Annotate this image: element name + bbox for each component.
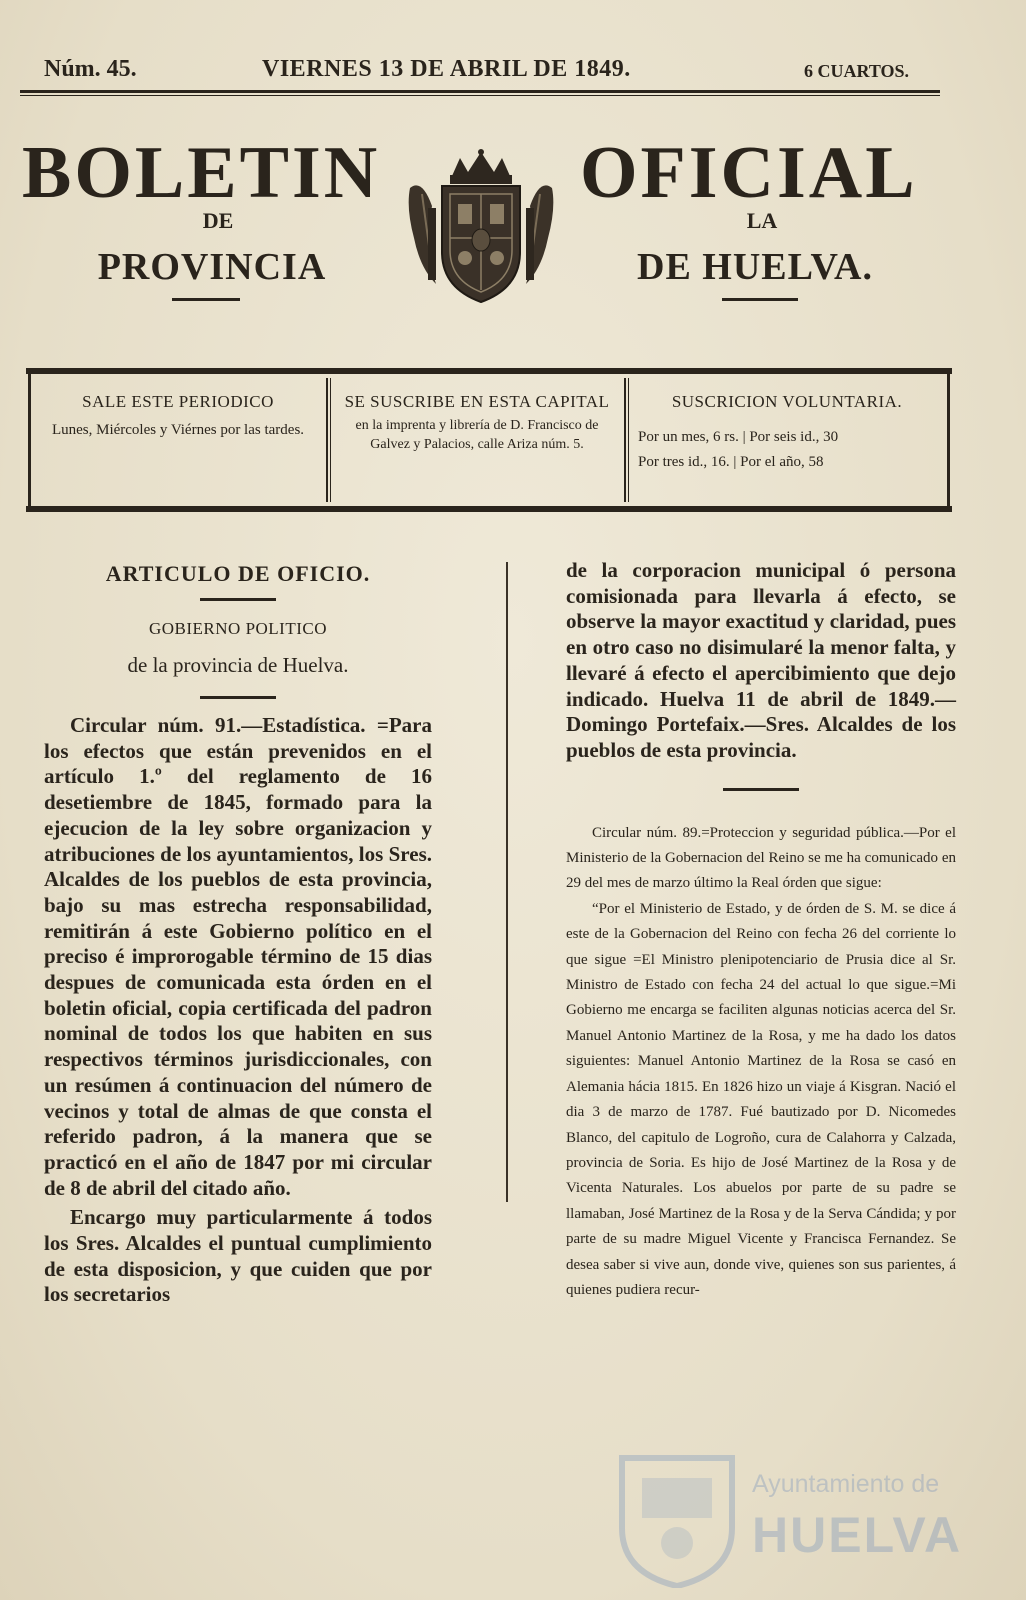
gobierno-politico-heading: GOBIERNO POLITICO: [148, 619, 328, 638]
masthead-word-right: OFICIAL: [580, 132, 918, 214]
info-box-subscription-place-heading: SE SUSCRIBE EN ESTA CAPITAL: [344, 392, 610, 411]
provincia-heading: de la provincia de Huelva.: [127, 653, 349, 677]
issue-price: 6 CUARTOS.: [804, 61, 910, 81]
masthead-word-left: BOLETIN: [22, 132, 381, 214]
info-box-subscription-rates: [630, 376, 944, 500]
masthead-sub-la: LA: [746, 208, 778, 233]
circular-91-continuation: de la corporacion municipal ó persona comisionada para llevarla á efecto, se observe la mayor exactitud y claridad, pues en otro caso no disimularé la menor falta, y llevaré á efecto el apercibimiento que dejo indicado. Huelva 11 de abril de 1849.—Domingo Portefaix.—Sres. Alcaldes de los pueblos de esta provincia.: [566, 558, 956, 762]
issue-date: VIERNES 13 DE ABRIL DE 1849.: [262, 56, 631, 82]
info-box-rates-line-2: Por tres id., 16. | Por el año, 58: [638, 454, 824, 470]
masthead-provincia: PROVINCIA: [97, 246, 327, 288]
circular-91-paragraph: Circular núm. 91.—Estadística. =Para los efectos que están prevenidos en el artículo 1.º del reglamento de 16 desetiembre de 1845, formado para la ejecucion de la ley sobre organizacion y atribuciones de los ayuntamientos, los Sres. Alcaldes de los pueblos de esta provincia, bajo su mas estrecha responsabilidad, remitirán á este Gobierno político en el preciso é improrogable término de 15 dias despues de comunicada esta órden en el boletin oficial, copia certificada del padron nominal de todos los que habiten en sus respectivos términos jurisdiccionales, con un resúmen á continuacion del número de vecinos y total de almas de que consta el referido padron, á la manera que se practicó en el año de 1847 por mi circular de 8 de abril del citado año.: [44, 713, 432, 1200]
circular-divider: [723, 788, 799, 791]
info-box-schedule: [32, 376, 324, 500]
info-box-subscription-place-text: en la imprenta y librería de D. Francisco de Galvez y Palacios, calle Ariza núm. 5.: [355, 418, 599, 452]
watermark-line-2: HUELVA: [752, 1507, 963, 1563]
top-rule: [20, 90, 940, 93]
issue-line: [44, 56, 918, 86]
info-box-schedule-heading: SALE ESTE PERIODICO: [82, 392, 274, 411]
info-box-rates-line-1: Por un mes, 6 rs. | Por seis id., 30: [638, 429, 839, 445]
huelva-shield-icon: [612, 1448, 742, 1588]
info-box-frame: [26, 368, 952, 520]
column-separator: [506, 562, 508, 1202]
masthead-underline-left: [172, 298, 240, 301]
section-divider: [200, 598, 276, 601]
ayuntamiento-watermark: [612, 1448, 963, 1588]
real-orden-quote: “Por el Ministerio de Estado, y de órden de S. M. se dice á este de la Gobernacion del Reino con fecha 26 del corriente lo que sigue =El Ministro plenipotenciario de Prusia dice al Sr. Ministro de Estado con fecha 24 del actual lo que sigue.=Mi Gobierno me encarga se faciliten algunas noticias acerca del Sr. Manuel Antonio Martinez de la Rosa, y me ha dado los datos siguientes: Manuel Antonio Martinez de la Rosa se casó en Alemania hácia 1815. En 1826 hizo un viaje á Kisgran. Nació el dia 3 de marzo de 1787. Fué bautizado por D. Nicomedes Blanco, del capitulo de Logroño, cura de Calahorra y Calzada, provincia de Soria. Es hijo de José Martinez de la Rosa y de Vicenta Naturales. Los abuelos por parte de su padre se llamaban, José Martinez de la Rosa y de la Serva Cándida; y por parte de su madre Miguel Vicente y Francisca Fernandez. Se desea saber si vive aun, donde vive, quienes son sus parientes, á quienes pudiera recur-: [566, 900, 956, 1298]
masthead-de-huelva: DE HUELVA.: [637, 246, 873, 288]
heading-divider: [200, 696, 276, 699]
masthead-sub-de: DE: [202, 208, 234, 233]
top-rule-thin: [20, 95, 940, 96]
circular-89-paragraph: Circular núm. 89.=Proteccion y seguridad pública.—Por el Ministerio de la Gobernacion del Reino se me ha comunicado en 29 del mes de marzo último la Real órden que sigue:: [566, 824, 956, 892]
info-box-schedule-text: Lunes, Miércoles y Viérnes por las tardes.: [51, 422, 305, 438]
right-column: [566, 558, 956, 1303]
left-column: [44, 560, 432, 1308]
masthead-underline-right: [722, 298, 798, 301]
section-title: ARTICULO DE OFICIO.: [105, 561, 371, 586]
watermark-line-1: Ayuntamiento de: [752, 1470, 940, 1498]
info-box-subscription-rates-heading: SUSCRICION VOLUNTARIA.: [671, 392, 903, 411]
issue-number: Núm. 45.: [44, 56, 137, 82]
coat-of-arms-icon: [402, 148, 560, 308]
info-box-subscription-place: [332, 376, 622, 500]
circular-91-paragraph-2: Encargo muy particularmente á todos los Sres. Alcaldes el puntual cumplimiento de esta disposicion, y que cuiden que por los secretarios: [44, 1205, 432, 1307]
